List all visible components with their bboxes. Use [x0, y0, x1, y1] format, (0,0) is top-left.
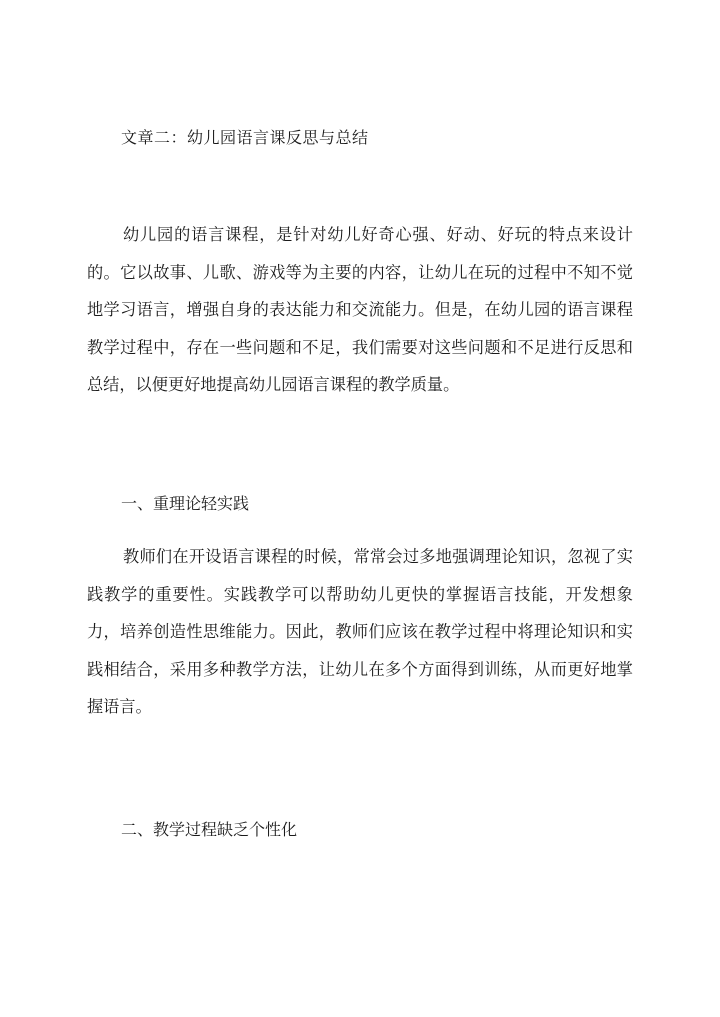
- section-heading-1: 一、重理论轻实践: [121, 494, 250, 513]
- intro-paragraph: 幼儿园的语言课程，是针对幼儿好奇心强、好动、好玩的特点来设计的。它以故事、儿歌、游戏等为主要的内容，让幼儿在玩的过程中不知不觉地学习语言，增强自身的表达能力和交流能力。但是，在幼儿园的语言课程教学过程中，存在一些问题和不足，我们需要对这些问题和不足进行反思和总结，以便更好地提高幼儿园语言课程的教学质量。: [87, 225, 633, 394]
- section-heading-2: 二、教学过程缺乏个性化: [121, 820, 298, 839]
- document-title: 文章二：幼儿园语言课反思与总结: [121, 128, 369, 147]
- section-1-paragraph: 教师们在开设语言课程的时候，常常会过多地强调理论知识，忽视了实践教学的重要性。实践教学可以帮助幼儿更快的掌握语言技能，开发想象力，培养创造性思维能力。因此，教师们应该在教学过程中将理论知识和实践相结合，采用多种教学方法，让幼儿在多个方面得到训练，从而更好地掌握语言。: [87, 547, 633, 716]
